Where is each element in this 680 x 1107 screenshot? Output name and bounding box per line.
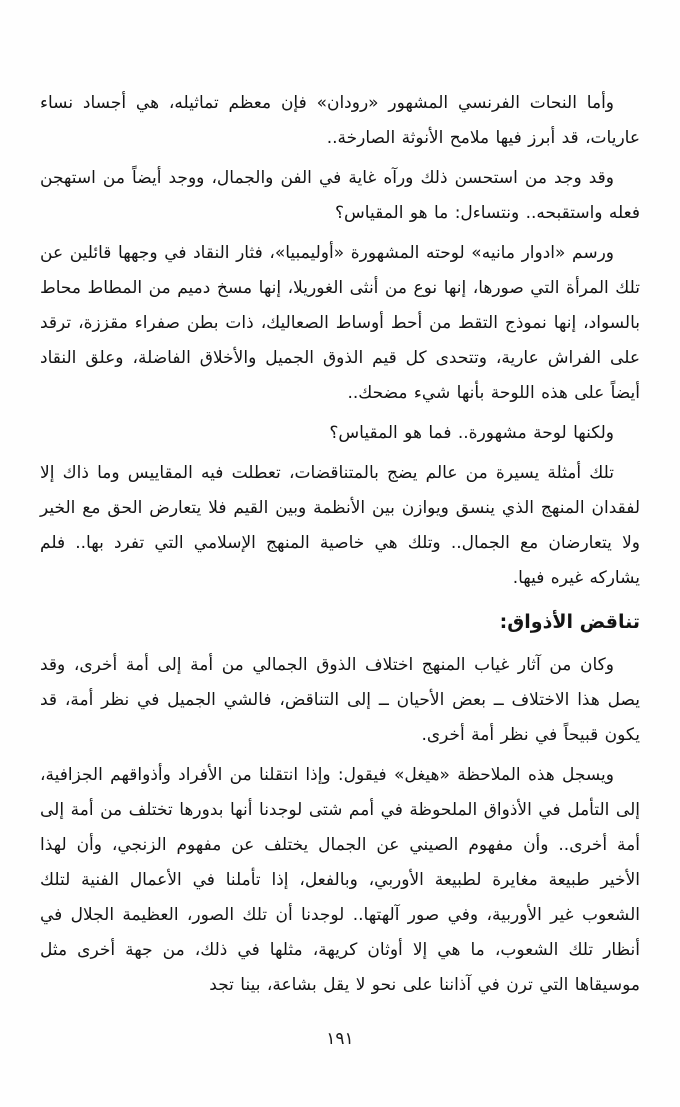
paragraph-manet-olympia: ورسم «ادوار مانيه» لوحته المشهورة «أوليمبيا»، فثار النقاد في وجهها قائلين عن تلك المرأة التي صورها، إنها نوع من أنثى الغوريلا، إنها مسخ دميم من المطاط محاط بالسواد، إنها نموذج التقط من أحط أوساط الصعاليك، ذات بطن صفراء مقززة، ترقد على الفراش عارية، وتتحدى كل قيم الذوق الجميل والأخلاق الفاضلة، وعلق النقاد أيضاً على هذه اللوحة بأنها شيء مضحك..: [40, 243, 640, 403]
paragraph-contradictions-method: تلك أمثلة يسيرة من عالم يضج بالمتناقضات، تعطلت فيه المقاييس وما ذاك إلا لفقدان المنهج الذي ينسق ويوازن بين الأنظمة وبين القيم فلا يتعارض الحق مع الخير ولا يتعارضان مع الجمال.. وتلك هي خاصية المنهج الإسلامي التي تفرد بها.. فلم يشاركه غيره فيها.: [40, 463, 640, 588]
paragraph-taste-differs-between-nations: وكان من آثار غياب المنهج اختلاف الذوق الجمالي من أمة إلى أمة أخرى، وقد يصل هذا الاختلاف ــ بعض الأحيان ــ إلى التناقض، فالشي الجميل في نظر أمة، قد يكون قبيحاً في نظر أمة أخرى.: [40, 655, 640, 745]
paragraph-rodin: وأما النحات الفرنسي المشهور «رودان» فإن معظم تماثيله، هي أجساد نساء عاريات، قد أبرز فيها ملامح الأنوثة الصارخة..: [40, 93, 640, 148]
paragraph-approval-question: وقد وجد من استحسن ذلك ورآه غاية في الفن والجمال، ووجد أيضاً من استهجن فعله واستقبحه.. ونتساءل: ما هو المقياس؟: [40, 168, 640, 223]
section-heading-taste-contradiction: تناقض الأذواق:: [499, 611, 640, 633]
page-text-block: [40, 86, 640, 1003]
page-number: ١٩١: [326, 1029, 354, 1049]
paragraph-famous-painting-question: ولكنها لوحة مشهورة.. فما هو المقياس؟: [329, 423, 614, 443]
paragraph-hegel-observation: ويسجل هذه الملاحظة «هيغل» فيقول: وإذا انتقلنا من الأفراد وأذواقهم الجزافية، إلى التأمل في الأذواق الملحوظة في أمم شتى لوجدنا أنها بدورها تختلف من أمة إلى أمة أخرى.. وأن مفهوم الصيني عن الجمال يختلف عن مفهوم الزنجي، وأن لهذا الأخير طبيعة مغايرة لطبيعة الأوربي، وبالفعل، إذا تأملنا في الأعمال الفنية لتلك الشعوب غير الأوربية، وفي صور آلهتها.. لوجدنا أن تلك الصور، العظيمة الجلال في أنظار تلك الشعوب، ما هي إلا أوثان كريهة، مثلها في ذلك، من جهة أخرى مثل موسيقاها التي ترن في آذاننا على نحو لا يقل بشاعة، بينا تجد: [40, 765, 640, 995]
